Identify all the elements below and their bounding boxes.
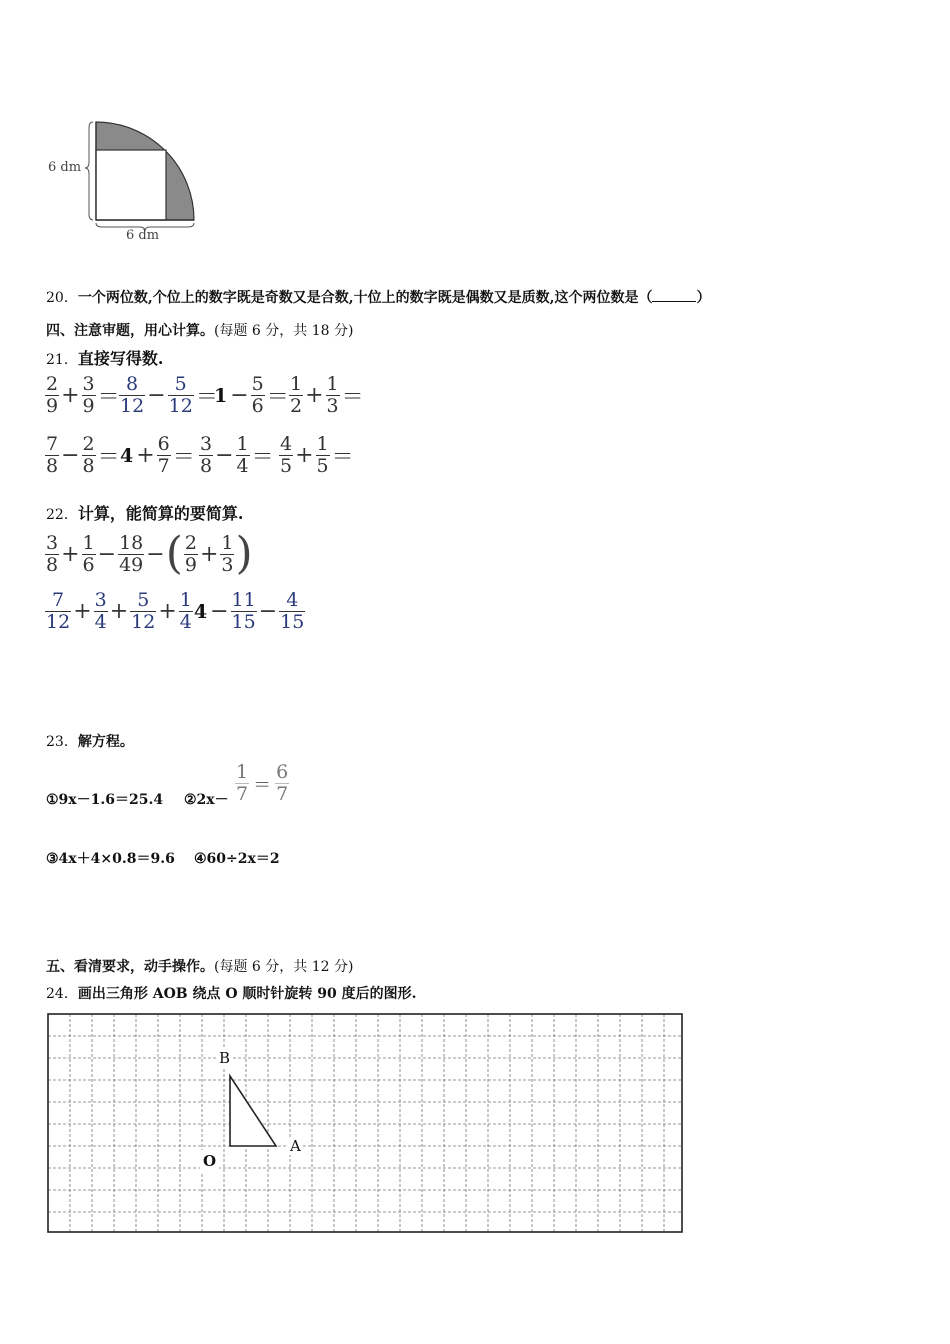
q22-expression-2: $\frac{7}{12}$ + $\frac{3}{4}$ + $\frac{5}{12}$ + $\frac{1}{4}$ 4 − $\frac{11}{15}$ − $\frac{4}{15}$ bbox=[46, 589, 305, 633]
fraction: $\frac{4}{15}$ bbox=[280, 589, 305, 633]
question-20 bbox=[46, 287, 710, 307]
section-title: 五、看清要求，动手操作。 bbox=[46, 959, 214, 975]
section-points: (每题 6 分，共 18 分) bbox=[214, 323, 354, 339]
fraction: $\frac{2}{9}$ bbox=[46, 373, 59, 417]
fraction: $\frac{1}{2}$ bbox=[290, 373, 303, 417]
figure-label-bottom: 6 dm bbox=[126, 228, 160, 243]
fraction: $\frac{4}{5}$ bbox=[280, 433, 293, 477]
question-21 bbox=[46, 346, 163, 369]
fraction: $\frac{5}{12}$ bbox=[131, 589, 156, 633]
equation-4: ④60÷2x＝2 bbox=[194, 851, 280, 867]
fraction: $\frac{1}{3}$ bbox=[221, 531, 234, 576]
grid-border bbox=[48, 1014, 682, 1232]
question-23 bbox=[46, 731, 134, 751]
question-text: 画出三角形 AOB 绕点 O 顺时针旋转 90 度后的图形. bbox=[77, 986, 417, 1002]
q22-expression-1: $\frac{3}{8}$ + $\frac{1}{6}$ − $\frac{18}{49}$ − ( $\frac{2}{9}$ + $\frac{1}{3}$ ) bbox=[46, 528, 253, 579]
question-number: 21． bbox=[46, 352, 78, 368]
answer-blank[interactable] bbox=[652, 289, 696, 302]
q21-r1-b: $\frac{8}{12}$ − $\frac{5}{12}$ ＝ bbox=[120, 373, 218, 417]
fraction: $\frac{3}{4}$ bbox=[94, 589, 107, 633]
q21-r1-d: $\frac{1}{2}$ + $\frac{1}{3}$ ＝ bbox=[290, 373, 364, 417]
question-24 bbox=[46, 983, 417, 1003]
paren-close: ） bbox=[696, 290, 711, 306]
fraction: $\frac{1}{3}$ bbox=[326, 373, 339, 417]
equation-2-prefix: ②2x－ bbox=[184, 792, 229, 808]
section-4-heading bbox=[46, 320, 353, 340]
question-number: 20． bbox=[46, 290, 78, 306]
fraction: $\frac{6}{7}$ bbox=[157, 433, 170, 477]
question-text: 一个两位数,个位上的数字既是奇数又是合数,十位上的数字既是偶数又是质数,这个两位数是（ bbox=[77, 290, 653, 306]
equation-1: ①9x－1.6＝25.4 bbox=[46, 792, 164, 808]
section-5-heading bbox=[46, 956, 353, 976]
point-label-b: B bbox=[219, 1049, 231, 1067]
fraction: $\frac{18}{49}$ bbox=[119, 531, 144, 576]
section-title: 四、注意审题，用心计算。 bbox=[46, 323, 214, 339]
q21-r1-c: 1 − $\frac{5}{6}$ ＝ bbox=[214, 373, 289, 417]
q21-r1-a: $\frac{2}{9}$ + $\frac{3}{9}$ ＝ bbox=[46, 373, 120, 417]
fraction: $\frac{1}{7}$ bbox=[236, 761, 249, 805]
fraction: $\frac{3}{8}$ bbox=[46, 531, 59, 576]
triangle-aob bbox=[230, 1076, 276, 1146]
fraction: $\frac{1}{4}$ bbox=[236, 433, 249, 477]
q21-r2-a: $\frac{7}{8}$ − $\frac{2}{8}$ ＝ bbox=[46, 433, 120, 477]
quarter-circle-figure bbox=[40, 112, 210, 252]
fraction: $\frac{3}{9}$ bbox=[82, 373, 95, 417]
fraction: $\frac{5}{6}$ bbox=[251, 373, 264, 417]
figure-label-left: 6 dm bbox=[48, 160, 82, 175]
fraction: $\frac{2}{9}$ bbox=[184, 531, 197, 576]
q21-r2-c: $\frac{3}{8}$ − $\frac{1}{4}$ ＝ bbox=[200, 433, 274, 477]
rotation-grid[interactable] bbox=[46, 1012, 686, 1234]
section-points: (每题 6 分，共 12 分) bbox=[214, 959, 354, 975]
fraction: $\frac{5}{12}$ bbox=[168, 373, 193, 417]
fraction: $\frac{11}{15}$ bbox=[231, 589, 256, 633]
fraction: $\frac{1}{4}$ bbox=[179, 589, 192, 633]
equation-2-fractions: $\frac{1}{7}$ ＝ $\frac{6}{7}$ bbox=[236, 761, 289, 805]
question-number: 24． bbox=[46, 986, 78, 1002]
fraction: $\frac{6}{7}$ bbox=[276, 761, 289, 805]
fraction: $\frac{7}{8}$ bbox=[46, 433, 59, 477]
question-text: 计算，能简算的要简算. bbox=[77, 504, 244, 523]
question-text: 解方程。 bbox=[77, 734, 134, 750]
fraction: $\frac{1}{5}$ bbox=[316, 433, 329, 477]
q21-r2-d: $\frac{4}{5}$ + $\frac{1}{5}$ ＝ bbox=[280, 433, 354, 477]
point-label-a: A bbox=[290, 1137, 301, 1155]
question-number: 23． bbox=[46, 734, 78, 750]
question-22 bbox=[46, 501, 243, 524]
fraction: $\frac{8}{12}$ bbox=[120, 373, 145, 417]
fraction: $\frac{1}{6}$ bbox=[82, 531, 95, 576]
fraction: $\frac{2}{8}$ bbox=[82, 433, 95, 477]
question-text: 直接写得数. bbox=[77, 349, 164, 368]
fraction: $\frac{7}{12}$ bbox=[46, 589, 71, 633]
question-number: 22． bbox=[46, 507, 78, 523]
fraction: $\frac{3}{8}$ bbox=[200, 433, 213, 477]
q21-r2-b: 4 + $\frac{6}{7}$ ＝ bbox=[120, 433, 195, 477]
equation-3: ③4x＋4×0.8＝9.6 bbox=[46, 851, 175, 867]
point-label-o: O bbox=[200, 1150, 219, 1172]
